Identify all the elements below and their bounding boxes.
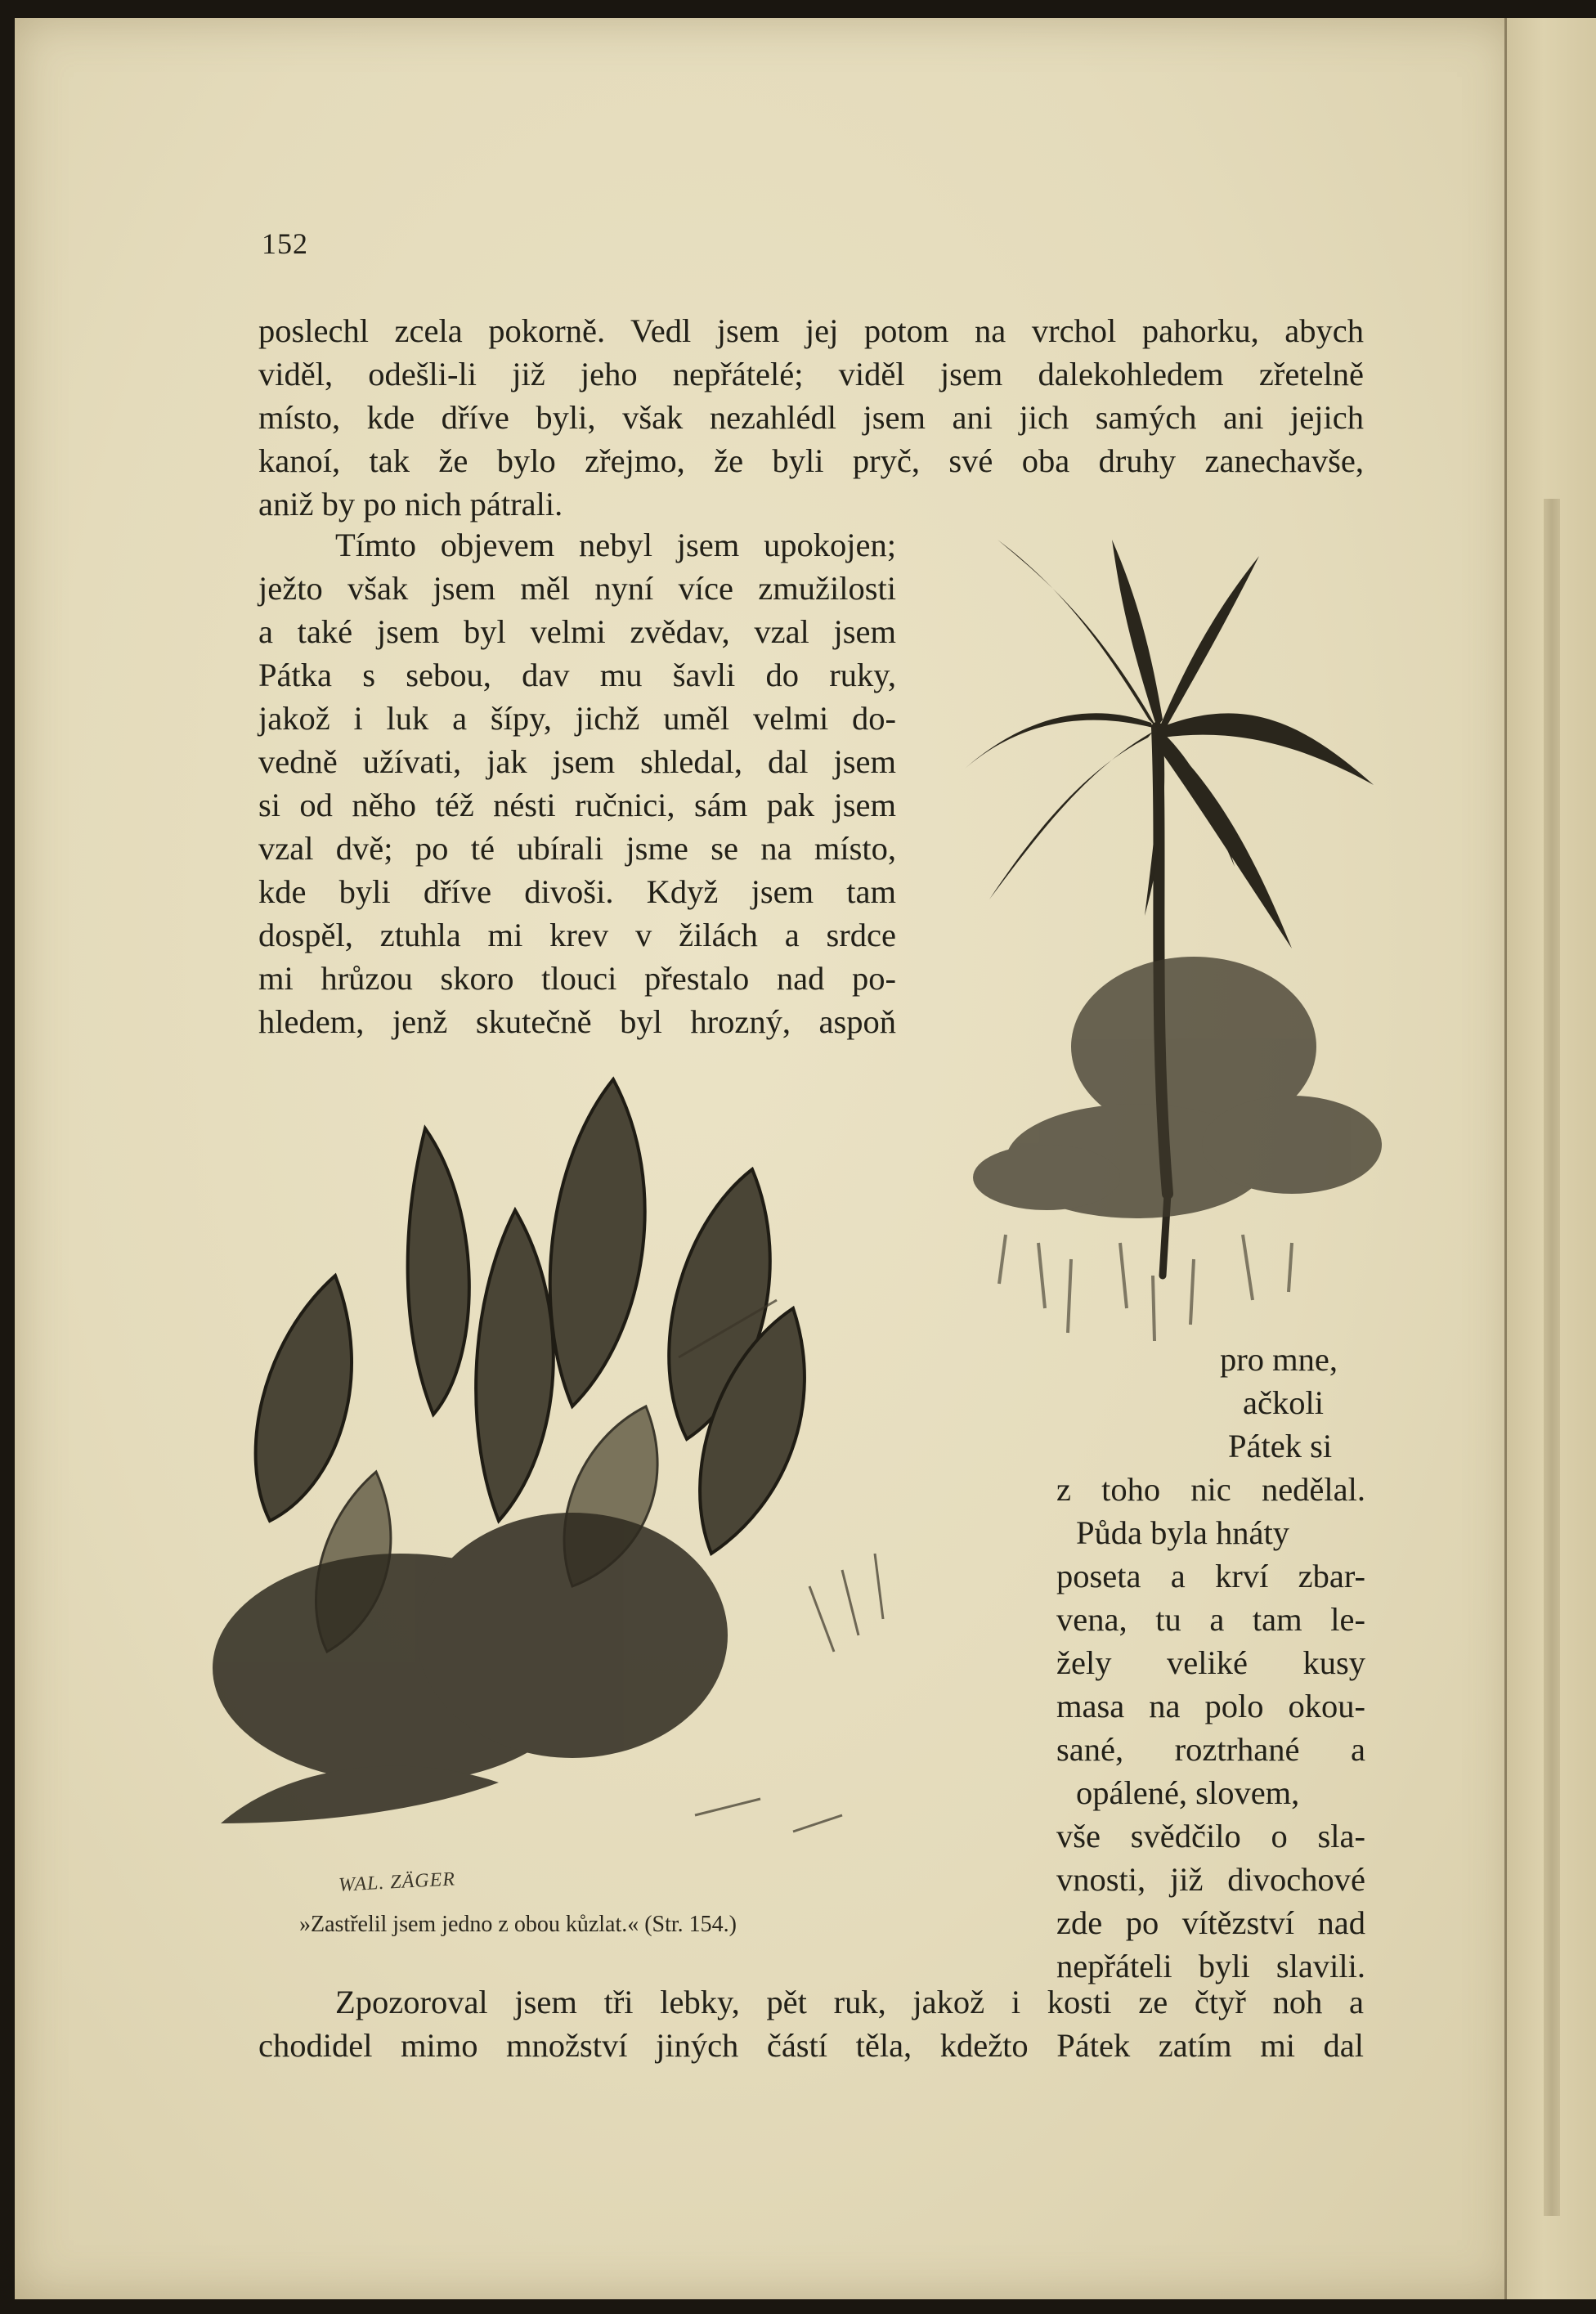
text-line: dospěl, ztuhla mi krev v žilách a srdce: [258, 917, 896, 953]
text-line: mi hrůzou skoro tlouci přestalo nad po-: [258, 960, 896, 997]
large-leaves-illustration: [188, 1063, 957, 1897]
text-line: viděl, odešli-li již jeho nepřátelé; viděl jsem dalekohledem zřetelně: [258, 356, 1364, 392]
page-fold-shadow: [1544, 499, 1560, 2216]
text-line: vnosti, již divochové: [1056, 1861, 1365, 1898]
palm-tree-illustration: [948, 523, 1406, 1406]
text-line: vedně užívati, jak jsem shledal, dal jsem: [258, 743, 896, 780]
text-line: vše svědčilo o sla-: [1056, 1818, 1365, 1854]
paragraph-bottom: [258, 1980, 1364, 2067]
text-line: jakož i luk a šípy, jichž uměl velmi do-: [258, 700, 896, 737]
text-line: Pátek si: [1228, 1428, 1333, 1464]
text-line: sané, roztrhané a: [1056, 1731, 1365, 1768]
illustration-caption: »Zastřelil jsem jedno z obou kůzlat.« (Str. 154.): [299, 1912, 737, 1937]
text-line: hledem, jenž skutečně byl hrozný, aspoň: [258, 1003, 896, 1040]
text-line: nepřáteli byli slavili.: [1056, 1948, 1365, 1984]
page-number: 152: [262, 227, 308, 260]
text-line: pro mne,: [1220, 1341, 1338, 1378]
text-line: masa na polo okou-: [1056, 1688, 1365, 1724]
text-line: Pátka s sebou, dav mu šavli do ruky,: [258, 657, 896, 693]
text-line: Zpozoroval jsem tři lebky, pět ruk, jakož i kosti ze čtyř noh a: [335, 1984, 1364, 2020]
paragraph-top: [258, 309, 1364, 526]
text-line: poseta a krví zbar-: [1056, 1558, 1365, 1594]
text-line: kde byli dříve divoši. Když jsem tam: [258, 873, 896, 910]
text-line: kanoí, tak že bylo zřejmo, že byli pryč, své oba druhy zanechavše,: [258, 442, 1364, 479]
text-line: aniž by po nich pátrali.: [258, 486, 563, 522]
paragraph-right-column: [1056, 1338, 1365, 1988]
text-line: žely veliké kusy: [1056, 1644, 1365, 1681]
text-line: opálené, slovem,: [1076, 1774, 1300, 1811]
text-line: místo, kde dříve byli, však nezahlédl jsem ani jich samých ani jejich: [258, 399, 1364, 436]
text-line: zde po vítězství nad: [1056, 1904, 1365, 1941]
text-line: si od něho též nésti ručnici, sám pak jsem: [258, 787, 896, 823]
text-line: ježto však jsem měl nyní více zmužilosti: [258, 570, 896, 607]
text-line: ačkoli: [1243, 1384, 1324, 1421]
paragraph-left-column: [258, 523, 896, 1043]
text-line: Půda byla hnáty: [1076, 1514, 1289, 1551]
text-line: poslechl zcela pokorně. Vedl jsem jej potom na vrchol pahorku, abych: [258, 312, 1364, 349]
text-line: Tímto objevem nebyl jsem upokojen;: [335, 527, 896, 563]
text-line: z toho nic nedělal.: [1056, 1471, 1365, 1508]
text-line: a také jsem byl velmi zvědav, vzal jsem: [258, 613, 896, 650]
artist-signature: WAL. ZÄGER: [338, 1868, 456, 1896]
text-line: chodidel mimo množství jiných částí těla, kdežto Pátek zatím mi dal: [258, 2027, 1364, 2064]
text-line: vena, tu a tam le-: [1056, 1601, 1365, 1638]
text-line: vzal dvě; po té ubírali jsme se na místo,: [258, 830, 896, 867]
